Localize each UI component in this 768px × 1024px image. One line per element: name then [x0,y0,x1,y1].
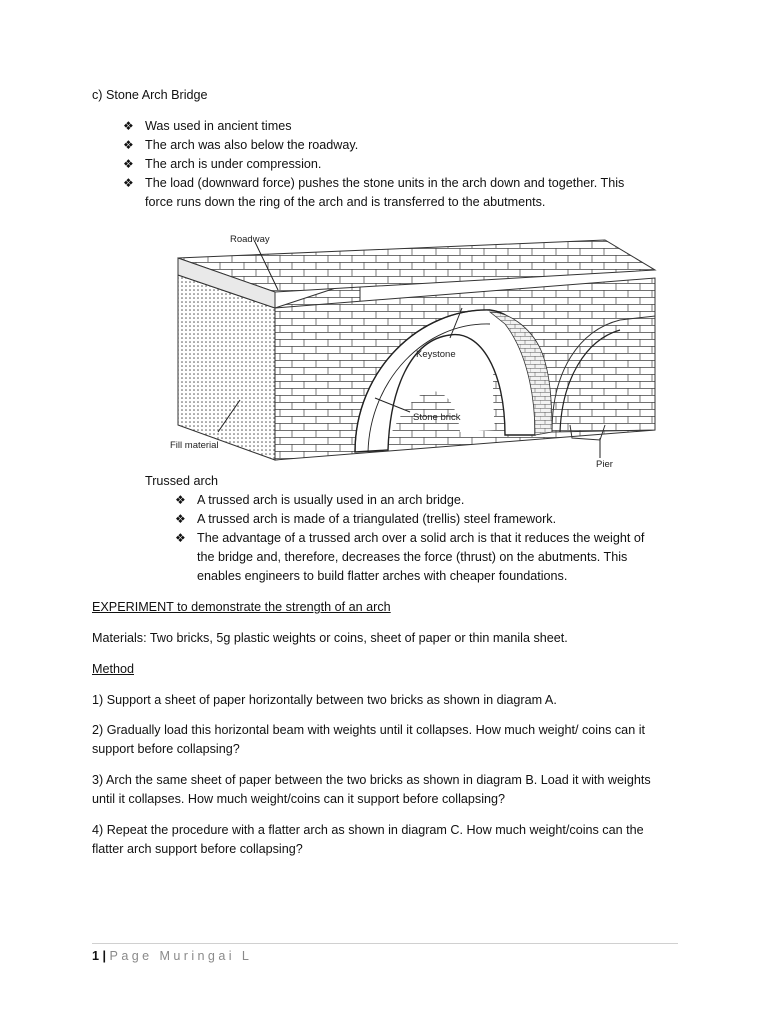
bullet-text: A trussed arch is usually used in an arch bridge. [197,493,465,507]
method-step: 4) Repeat the procedure with a flatter arch as shown in diagram C. How much weight/coins can the [92,823,644,837]
bullet-diamond-icon: ❖ [123,176,134,190]
method-step: 3) Arch the same sheet of paper between the two bricks as shown in diagram B. Load it with weights [92,773,651,787]
bullet-text: A trussed arch is made of a triangulated (trellis) steel framework. [197,512,557,526]
bullet-diamond-icon: ❖ [175,512,186,526]
materials-text: Materials: Two bricks, 5g plastic weights or coins, sheet of paper or thin manila sheet. [92,631,568,645]
method-step-continuation: flatter arch support before collapsing? [92,842,303,856]
bullet-diamond-icon: ❖ [175,493,186,507]
experiment-heading: EXPERIMENT to demonstrate the strength of an arch [92,600,391,614]
method-step: 2) Gradually load this horizontal beam with weights until it collapses. How much weight/ coins can it [92,723,645,737]
footer-text: Page Muringai L [109,949,253,963]
footer-divider [92,943,678,944]
bullet-diamond-icon: ❖ [123,157,134,171]
stone-brick-label: Stone brick [413,412,461,423]
bullet-diamond-icon: ❖ [123,138,134,152]
trussed-arch-title: Trussed arch [145,474,219,488]
method-step-continuation: support before collapsing? [92,742,240,756]
section-title: c) Stone Arch Bridge [92,88,208,102]
method-step-continuation: until it collapses. How much weight/coins can it support before collapsing? [92,792,506,806]
fill-material-label: Fill material [170,440,219,451]
bullet-diamond-icon: ❖ [123,119,134,133]
bullet-diamond-icon: ❖ [175,531,186,545]
stone-arch-bridge-diagram [160,220,660,475]
bullet-text-continuation: the bridge and, therefore, decreases the force (thrust) on the abutments. This [197,550,628,564]
method-step: 1) Support a sheet of paper horizontally between two bricks as shown in diagram A. [92,693,557,707]
page-number: 1 | [92,949,107,963]
page-footer [92,947,252,965]
bullet-text: Was used in ancient times [145,119,292,133]
pier-label: Pier [596,459,613,470]
bullet-text: The load (downward force) pushes the stone units in the arch down and together. This [145,176,625,190]
keystone-label: Keystone [416,349,456,360]
bullet-text-continuation: enables engineers to build flatter arches with cheaper foundations. [197,569,568,583]
bullet-text: The advantage of a trussed arch over a solid arch is that it reduces the weight of [197,531,645,545]
bullet-text: The arch is under compression. [145,157,322,171]
bullet-text: The arch was also below the roadway. [145,138,359,152]
roadway-label: Roadway [230,234,270,245]
bullet-text-continuation: force runs down the ring of the arch and is transferred to the abutments. [145,195,546,209]
method-heading: Method [92,662,135,676]
